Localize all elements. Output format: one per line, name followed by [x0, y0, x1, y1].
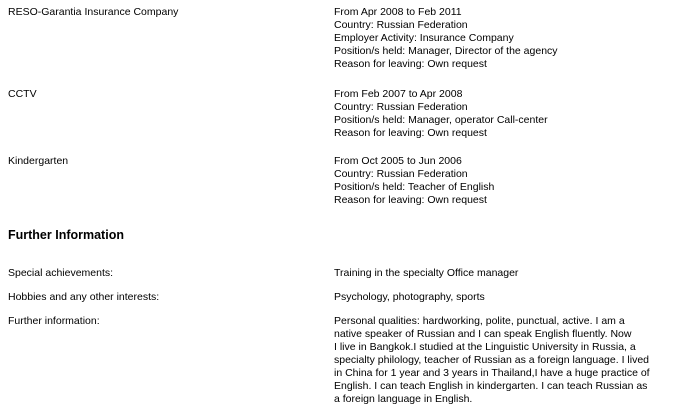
info-value-text: Psychology, photography, sports: [334, 291, 485, 303]
info-value: [334, 267, 692, 280]
info-paragraph-line: specialty philology, teacher of Russian as a foreign language. I lived: [334, 354, 649, 366]
info-label: Special achievements:: [8, 267, 114, 279]
employment-country: Country: Russian Federation: [334, 19, 468, 31]
info-value-text: Training in the specialty Office manager: [334, 267, 519, 279]
employment-country: Country: Russian Federation: [334, 101, 468, 113]
employer-name: Kindergarten: [8, 155, 69, 167]
info-value: [334, 291, 692, 304]
employment-details: [334, 155, 692, 207]
employment-period: From Oct 2005 to Jun 2006: [334, 155, 462, 167]
employment-country: Country: Russian Federation: [334, 168, 468, 180]
position-held: Position/s held: Manager, operator Call-center: [334, 114, 548, 126]
section-heading-further-information: Further Information: [8, 228, 124, 242]
info-paragraph-line: English. I can teach English in kindergarten. I can teach Russian as: [334, 380, 648, 392]
employment-details: [334, 88, 692, 140]
employment-period: From Feb 2007 to Apr 2008: [334, 88, 463, 100]
reason-for-leaving: Reason for leaving: Own request: [334, 194, 487, 206]
info-paragraph-line: native speaker of Russian and I can speak English fluently. Now: [334, 328, 632, 340]
info-paragraph-line: in China for 1 year and 3 years in Thailand,I have a huge practice of: [334, 367, 650, 379]
reason-for-leaving: Reason for leaving: Own request: [334, 58, 487, 70]
position-held: Position/s held: Teacher of English: [334, 181, 495, 193]
employment-details: [334, 6, 692, 71]
info-label: Hobbies and any other interests:: [8, 291, 160, 303]
employment-period: From Apr 2008 to Feb 2011: [334, 6, 462, 18]
position-held: Position/s held: Manager, Director of the agency: [334, 45, 558, 57]
reason-for-leaving: Reason for leaving: Own request: [334, 127, 487, 139]
info-paragraph-line: a foreign language in English.: [334, 393, 473, 405]
employer-name: CCTV: [8, 88, 37, 100]
employer-activity: Employer Activity: Insurance Company: [334, 32, 514, 44]
employer-name: RESO-Garantia Insurance Company: [8, 6, 179, 18]
info-label: Further information:: [8, 315, 100, 327]
info-paragraph-line: Personal qualities: hardworking, polite, punctual, active. I am a: [334, 315, 625, 327]
info-paragraph-line: I live in Bangkok.I studied at the Linguistic University in Russia, a: [334, 341, 636, 353]
info-value: [334, 315, 692, 406]
